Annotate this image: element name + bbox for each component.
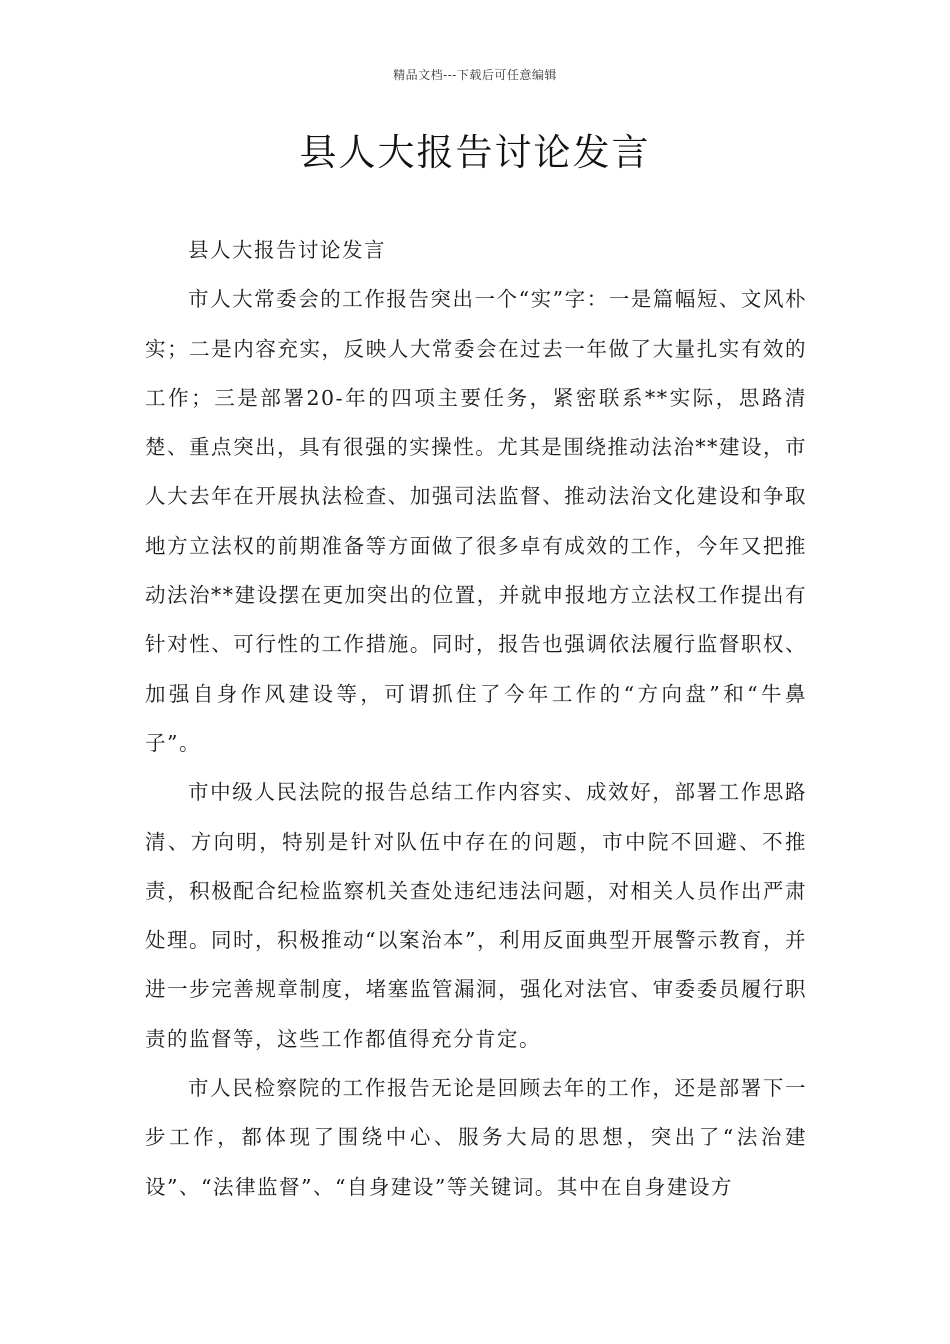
header-note: 精品文档---下载后可任意编辑: [393, 68, 557, 82]
paragraph-city-congress-report: 市人大常委会的工作报告突出一个“实”字：一是篇幅短、文风朴实；二是内容充实，反映人大常委会在过去一年做了大量扎实有效的工作；三是部署20-年的四项主要任务，紧密联系**实际，思路清楚、重点突出，具有很强的实操性。尤其是围绕推动法治**建设，市人大去年在开展执法检查、加强司法监督、推动法治文化建设和争取地方立法权的前期准备等方面做了很多卓有成效的工作，今年又把推动法治**建设摆在更加突出的位置，并就申报地方立法权工作提出有针对性、可行性的工作措施。同时，报告也强调依法履行监督职权、加强自身作风建设等，可谓抓住了今年工作的“方向盘”和“牛鼻子”。: [145, 287, 807, 755]
document-title: 县人大报告讨论发言: [299, 131, 651, 174]
paragraph-intermediate-court-report: 市中级人民法院的报告总结工作内容实、成效好，部署工作思路清、方向明，特别是针对队伍中存在的问题，市中院不回避、不推责，积极配合纪检监察机关查处违纪违法问题，对相关人员作出严肃处理。同时，积极推动“以案治本”，利用反面典型开展警示教育，并进一步完善规章制度，堵塞监管漏洞，强化对法官、审委委员履行职责的监督等，这些工作都值得充分肯定。: [145, 780, 807, 1051]
paragraph-procuratorate-report: 市人民检察院的工作报告无论是回顾去年的工作，还是部署下一步工作，都体现了围绕中心、服务大局的思想，突出了“法治建设”、“法律监督”、“自身建设”等关键词。其中在自身建设方: [145, 1076, 807, 1199]
document-body: [145, 226, 807, 1212]
paragraph-subtitle: 县人大报告讨论发言: [188, 238, 387, 262]
